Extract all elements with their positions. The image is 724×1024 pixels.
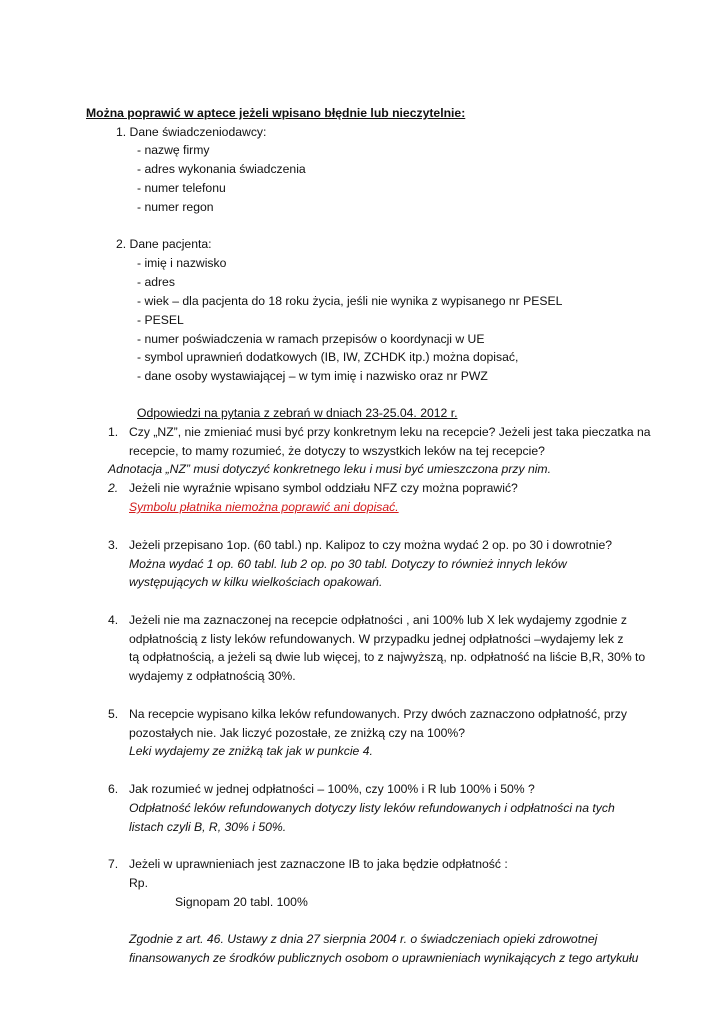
rx-label: Rp. [129,876,148,890]
question-text: tą odpłatnością, a jeżeli są dwie lub więcej, to z najwyższą, np. odpłatność na liście B,R, 30% to [129,650,646,664]
question-number: 1. [108,425,119,439]
section1-item: - numer telefonu [137,181,226,195]
answer-text: Adnotacja „NZ” musi dotyczyć konkretnego leku i musi być umieszczona przy nim. [108,462,551,476]
question-text: wydajemy z odpłatnością 30%. [129,669,296,683]
question-text: pozostałych nie. Jak liczyć pozostałe, ze zniżką czy na 100%? [129,726,466,740]
question-number: 4. [108,613,119,627]
answer-text: Odpłatność leków refundowanych dotyczy listy leków refundowanych i odpłatności na tych [129,801,615,815]
question-number: 7. [108,857,119,871]
answer-text: listach czyli B, R, 30% i 50%. [129,820,287,834]
question-text: recepcie, to mamy rozumieć, że dotyczy to wszystkich leków na tej recepcie? [129,444,545,458]
section1-item: - nazwę firmy [137,143,210,157]
section2-item: - adres [137,275,175,289]
section2-item: - wiek – dla pacjenta do 18 roku życia, jeśli nie wynika z wypisanego nr PESEL [137,294,563,308]
section1-item: - adres wykonania świadczenia [137,162,306,176]
question-text: Jeżeli nie ma zaznaczonej na recepcie odpłatności , ani 100% lub X lek wydajemy zgodnie z [129,613,627,627]
section2-item: - dane osoby wystawiającej – w tym imię i nazwisko oraz nr PWZ [137,369,488,383]
answer-text: Można wydać 1 op. 60 tabl. lub 2 op. po 30 tabl. Dotyczy to również innych leków [129,557,567,571]
page-heading: Można poprawić w aptece jeżeli wpisano błędnie lub nieczytelnie: [86,106,466,120]
question-text: Jak rozumieć w jednej odpłatności – 100%, czy 100% i R lub 100% i 50% ? [129,782,535,796]
question-number: 5. [108,707,119,721]
answers-heading: Odpowiedzi na pytania z zebrań w dniach 23-25.04. 2012 r. [137,406,458,420]
question-text: Jeżeli w uprawnieniach jest zaznaczone IB to jaka będzie odpłatność : [129,857,508,871]
question-text: Na recepcie wypisano kilka leków refundowanych. Przy dwóch zaznaczono odpłatność, przy [129,707,627,721]
section2-item: - numer poświadczenia w ramach przepisów o koordynacji w UE [137,332,485,346]
section2-title: 2. Dane pacjenta: [116,237,212,251]
section1-item: - numer regon [137,200,214,214]
question-number: 3. [108,538,119,552]
section2-item: - symbol uprawnień dodatkowych (IB, IW, ZCHDK itp.) można dopisać, [137,350,519,364]
answer-text: występujących w kilku wielkościach opakowań. [129,575,383,589]
rx-item: Signopam 20 tabl. 100% [175,895,308,909]
closing-text: Zgodnie z art. 46. Ustawy z dnia 27 sierpnia 2004 r. o świadczeniach opieki zdrowotnej [129,932,598,946]
question-text: Czy „NZ”, nie zmieniać musi być przy konkretnym leku na recepcie? Jeżeli jest taka pieczatka na [129,425,651,439]
section2-item: - PESEL [137,313,184,327]
question-number: 6. [108,782,119,796]
question-text: odpłatnością z listy leków refundowanych. W przypadku jednej odpłatności –wydajemy lek z [129,632,624,646]
question-text: Jeżeli nie wyraźnie wpisano symbol oddziału NFZ czy można poprawić? [129,481,518,495]
section2-item: - imię i nazwisko [137,256,227,270]
closing-text: finansowanych ze środków publicznych osobom o uprawnieniach wynikających z tego artykułu [129,951,639,965]
answer-text: Symbolu płatnika niemożna poprawić ani dopisać. [129,500,399,514]
question-text: Jeżeli przepisano 1op. (60 tabl.) np. Kalipoz to czy można wydać 2 op. po 30 i dowrotnie? [129,538,613,552]
answer-text: Leki wydajemy ze zniżką tak jak w punkcie 4. [129,744,373,758]
question-number: 2. [108,481,119,495]
section1-title: 1. Dane świadczeniodawcy: [116,125,267,139]
